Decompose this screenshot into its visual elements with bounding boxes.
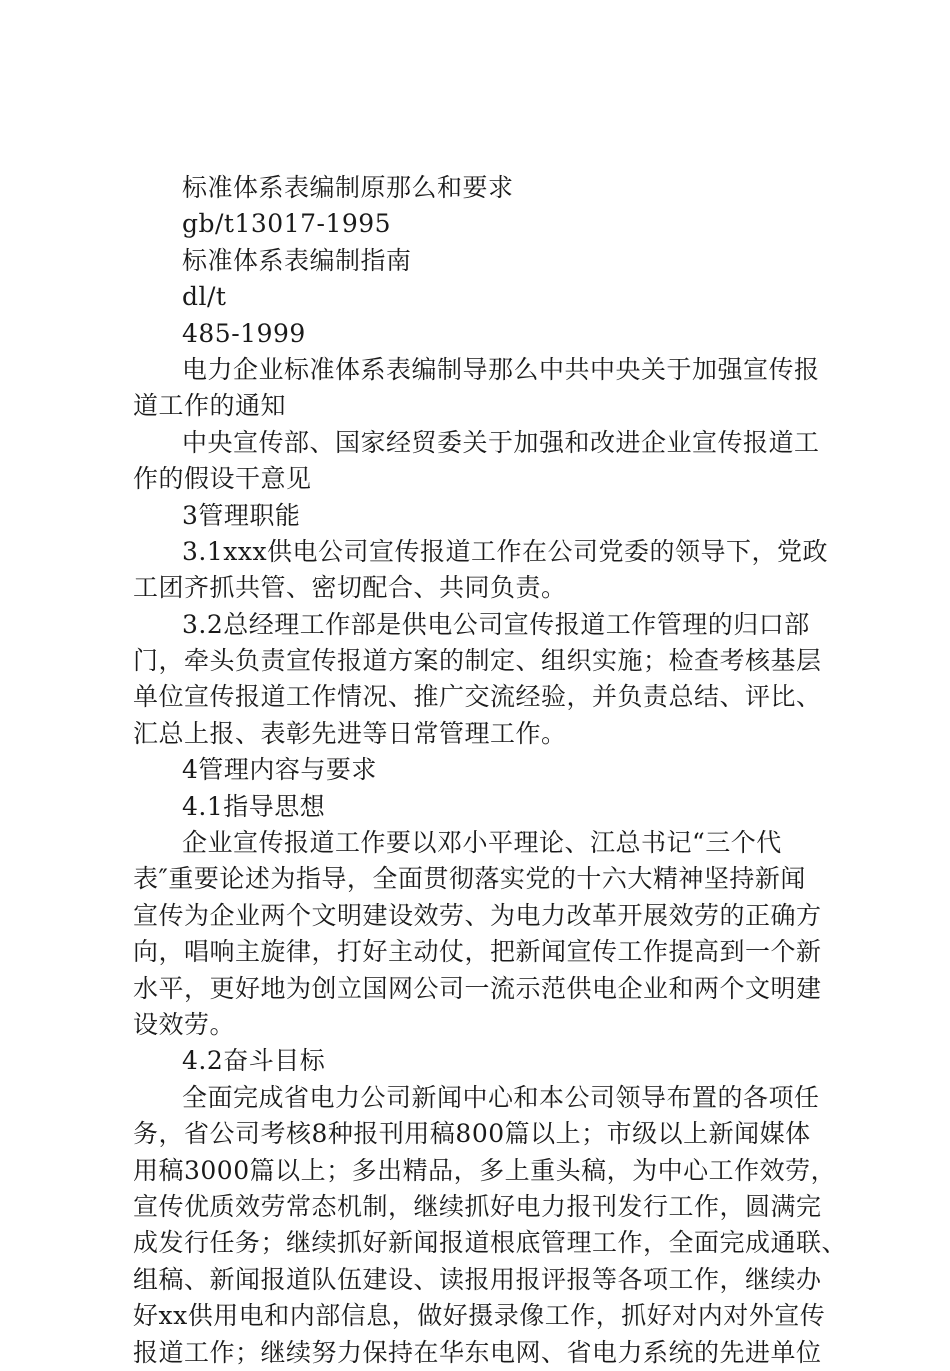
text-line: 道工作的通知 [133, 391, 287, 421]
text-line: 好xx供用电和内部信息，做好摄录像工作，抓好对内对外宣传 [133, 1301, 826, 1331]
text-line: gb/t13017-1995 [182, 209, 392, 239]
text-line: 中央宣传部、国家经贸委关于加强和改进企业宣传报道工 [182, 427, 820, 457]
text-line: 宣传为企业两个文明建设效劳、为电力改革开展效劳的正确方 [133, 900, 822, 930]
text-line: 组稿、新闻报道队伍建设、读报用报评报等各项工作，继续办 [133, 1264, 822, 1294]
text-line: 3.1xxx供电公司宣传报道工作在公司党委的领导下，党政 [182, 536, 829, 566]
text-line: 4.1指导思想 [182, 791, 326, 821]
text-line: 汇总上报、表彰先进等日常管理工作。 [133, 718, 567, 748]
text-line: 表″重要论述为指导，全面贯彻落实党的十六大精神坚持新闻 [133, 864, 806, 894]
text-line: 宣传优质效劳常态机制，继续抓好电力报刊发行工作，圆满完 [133, 1191, 822, 1221]
text-line: 全面完成省电力公司新闻中心和本公司领导布置的各项任 [182, 1082, 820, 1112]
text-line: 单位宣传报道工作情况、推广交流经验，并负责总结、评比、 [133, 682, 822, 712]
text-line: 用稿3000篇以上；多出精品，多上重头稿，为中心工作效劳， [133, 1155, 837, 1185]
text-line: 报道工作；继续努力保持在华东电网、省电力系统的先进单位 [133, 1337, 822, 1367]
text-line: 工团齐抓共管、密切配合、共同负责。 [133, 573, 567, 603]
text-line: 成发行任务；继续抓好新闻报道根底管理工作，全面完成通联、 [133, 1228, 848, 1258]
text-line: 向，唱响主旋律，打好主动仗，把新闻宣传工作提高到一个新 [133, 937, 822, 967]
text-line: 企业宣传报道工作要以邓小平理论、江总书记“三个代 [182, 828, 782, 858]
text-line: 设效劳。 [133, 1009, 236, 1039]
text-line: 3.2总经理工作部是供电公司宣传报道工作管理的归口部 [182, 609, 810, 639]
text-line: 门，牵头负责宣传报道方案的制定、组织实施；检查考核基层 [133, 646, 822, 676]
text-line: 电力企业标准体系表编制导那么中共中央关于加强宣传报 [182, 354, 820, 384]
text-line: 3管理职能 [182, 500, 301, 530]
text-line: 务，省公司考核8种报刊用稿800篇以上；市级以上新闻媒体 [133, 1119, 811, 1149]
text-line: dl/t [182, 282, 227, 312]
text-line: 4管理内容与要求 [182, 755, 377, 785]
document-body [133, 170, 848, 1371]
text-line: 作的假设干意见 [133, 464, 312, 494]
text-line: 标准体系表编制原那么和要求 [182, 173, 514, 202]
text-line: 4.2奋斗目标 [182, 1046, 326, 1076]
text-line: 485-1999 [182, 318, 306, 348]
text-line: 水平，更好地为创立国网公司一流示范供电企业和两个文明建 [133, 973, 822, 1003]
text-line: 标准体系表编制指南 [182, 245, 412, 275]
